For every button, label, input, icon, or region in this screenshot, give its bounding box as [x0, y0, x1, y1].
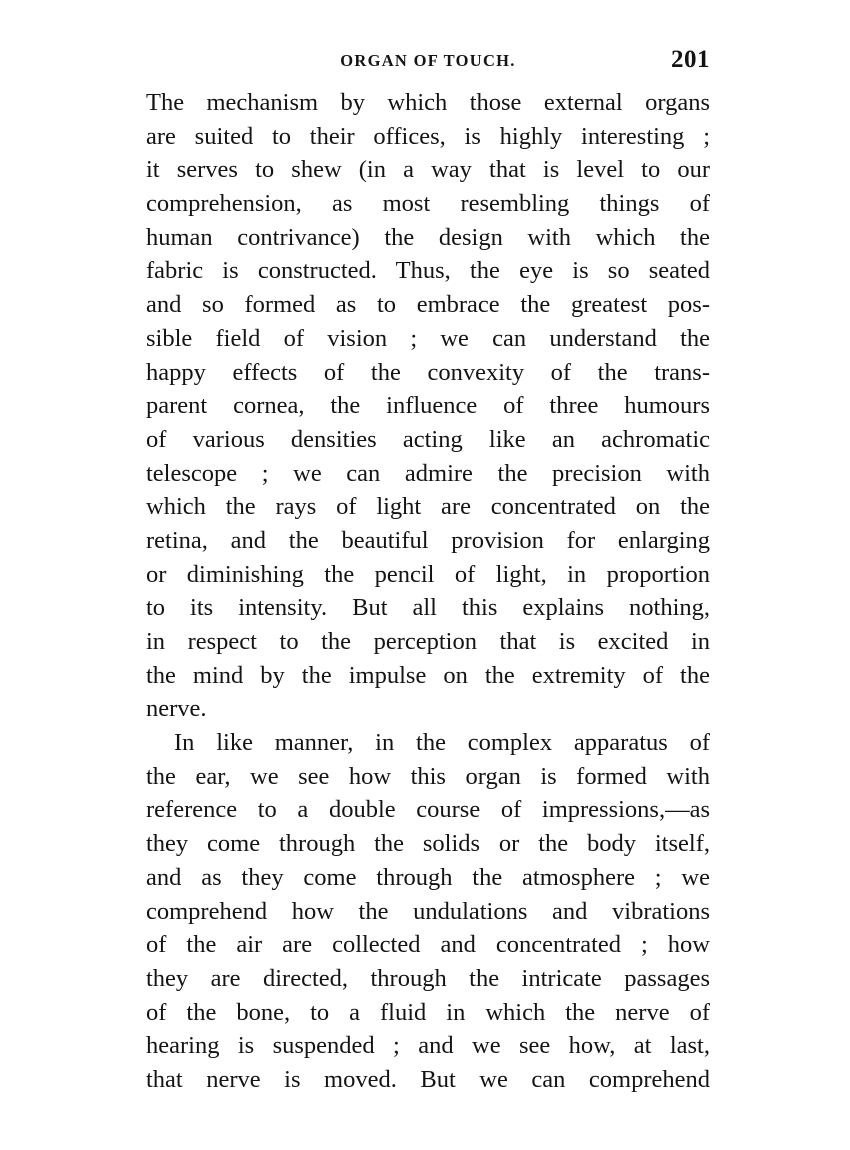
text-line: the ear, we see how this organ is formed with: [146, 762, 710, 790]
text-line: to its intensity. But all this explains nothing,: [146, 594, 710, 622]
text-line: in respect to the perception that is excited in: [146, 628, 710, 655]
running-head: [146, 46, 710, 82]
text-line: comprehension, as most resembling things of: [146, 190, 710, 218]
text-line: fabric is constructed. Thus, the eye is so seated: [146, 257, 710, 285]
text-line: telescope ; we can admire the precision with: [146, 459, 710, 487]
text-line-paragraph-end: nerve.: [146, 695, 207, 723]
text-line: and so formed as to embrace the greatest pos-: [146, 291, 710, 319]
text-line: they come through the solids or the body itself,: [146, 830, 710, 858]
text-line-paragraph-start: In like manner, in the complex apparatus of: [174, 729, 710, 757]
text-line: the mind by the impulse on the extremity of the: [146, 661, 710, 689]
text-line: and as they come through the atmosphere ; we: [146, 863, 710, 891]
text-line: of various densities acting like an achromatic: [146, 425, 710, 453]
text-line: which the rays of light are concentrated on the: [146, 493, 710, 521]
text-line: it serves to shew (in a way that is level to our: [146, 156, 710, 184]
text-line: The mechanism by which those external organs: [146, 89, 710, 116]
text-line: happy effects of the convexity of the trans-: [146, 358, 710, 386]
text-line: hearing is suspended ; and we see how, at last,: [146, 1032, 710, 1060]
text-line: or diminishing the pencil of light, in proportion: [146, 560, 710, 588]
text-line: comprehend how the undulations and vibrations: [146, 897, 710, 925]
text-line: human contrivance) the design with which the: [146, 223, 710, 251]
running-title: ORGAN OF TOUCH.: [340, 51, 516, 70]
text-line: of the bone, to a fluid in which the nerve of: [146, 998, 710, 1026]
text-line: they are directed, through the intricate passages: [146, 964, 710, 992]
body-text: [146, 86, 710, 1097]
text-line: of the air are collected and concentrated ; how: [146, 931, 710, 959]
text-line: that nerve is moved. But we can comprehend: [146, 1065, 710, 1093]
page-number: 201: [671, 46, 710, 73]
text-line: parent cornea, the influence of three humours: [146, 392, 710, 420]
text-line: are suited to their offices, is highly interesting ;: [146, 122, 710, 150]
text-line: reference to a double course of impressions,—as: [146, 796, 710, 824]
text-line: sible field of vision ; we can understand the: [146, 324, 710, 352]
text-line: retina, and the beautiful provision for enlarging: [146, 526, 710, 554]
